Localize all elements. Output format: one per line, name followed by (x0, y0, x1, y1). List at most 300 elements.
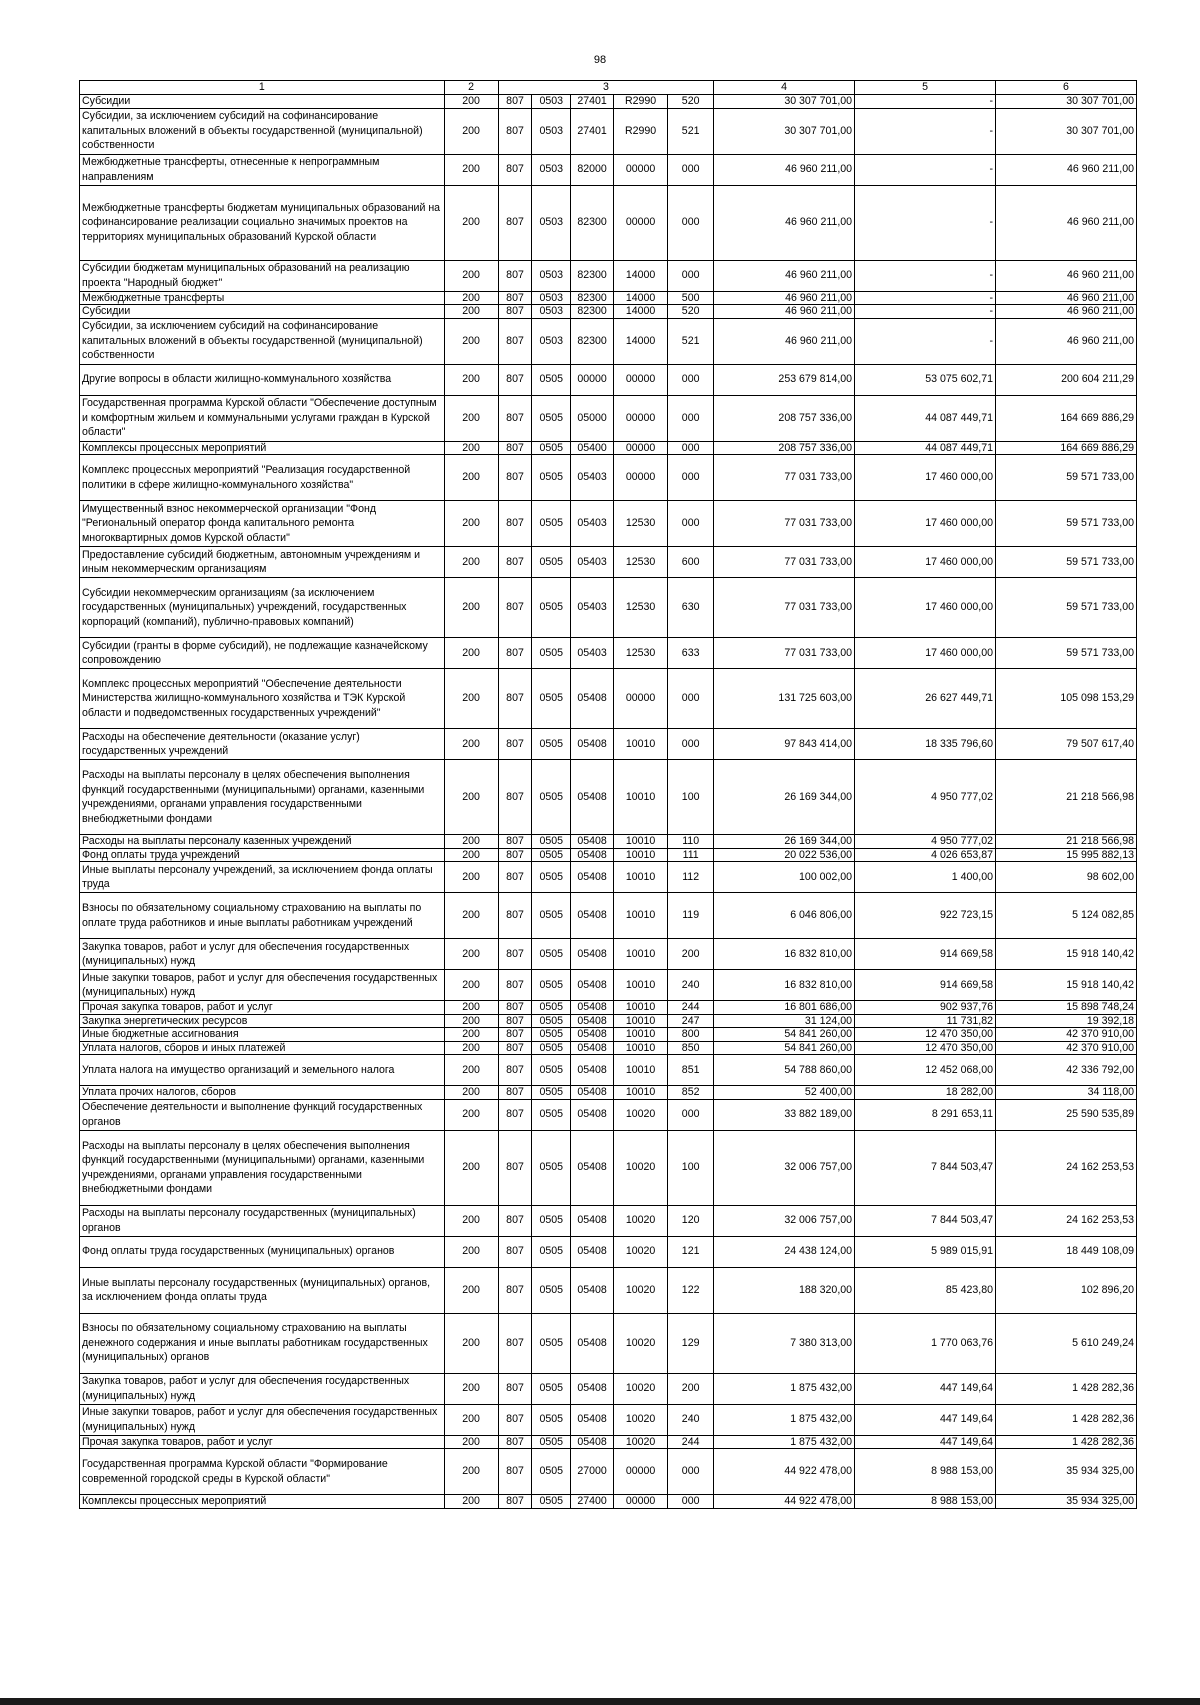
code-cell: 0505 (532, 1028, 571, 1042)
code-cell: 0505 (532, 1205, 571, 1236)
amount-cell: 20 022 536,00 (714, 848, 855, 862)
code-cell: 200 (444, 578, 498, 638)
amount-cell: 46 960 211,00 (995, 291, 1136, 305)
code-cell: 10020 (614, 1313, 668, 1373)
code-cell: 200 (444, 848, 498, 862)
code-cell: 807 (498, 1495, 532, 1509)
code-cell: 100 (668, 1130, 714, 1205)
code-cell: 05408 (571, 1041, 614, 1055)
code-cell: 200 (444, 1055, 498, 1086)
amount-cell: 17 460 000,00 (855, 578, 996, 638)
amount-cell: 164 669 886,29 (995, 441, 1136, 455)
amount-cell: 105 098 153,29 (995, 669, 1136, 729)
code-cell: 82300 (571, 260, 614, 291)
table-row (80, 638, 1137, 669)
code-cell: 12530 (614, 547, 668, 578)
code-cell: 807 (498, 260, 532, 291)
amount-cell: - (855, 185, 996, 260)
code-cell: 00000 (571, 364, 614, 395)
code-cell: 200 (444, 1014, 498, 1028)
amount-cell: 46 960 211,00 (714, 318, 855, 364)
amount-cell: 447 149,64 (855, 1404, 996, 1435)
code-cell: 000 (668, 1099, 714, 1130)
table-row (80, 939, 1137, 970)
row-name-cell: Фонд оплаты труда учреждений (80, 848, 445, 862)
amount-cell: 15 898 748,24 (995, 1001, 1136, 1015)
amount-cell: 25 590 535,89 (995, 1099, 1136, 1130)
code-cell: 200 (444, 1130, 498, 1205)
amount-cell: 1 428 282,36 (995, 1435, 1136, 1449)
table-row (80, 729, 1137, 760)
code-cell: 200 (444, 669, 498, 729)
row-name-cell: Государственная программа Курской области "Формирование современной городской среды в Курской области" (80, 1449, 445, 1495)
code-cell: 0505 (532, 939, 571, 970)
code-cell: 10010 (614, 893, 668, 939)
code-cell: 807 (498, 318, 532, 364)
code-cell: 0505 (532, 1055, 571, 1086)
code-cell: 200 (444, 501, 498, 547)
table-row (80, 455, 1137, 501)
amount-cell: 17 460 000,00 (855, 455, 996, 501)
code-cell: 0505 (532, 1404, 571, 1435)
amount-cell: 52 400,00 (714, 1086, 855, 1100)
code-cell: 10020 (614, 1130, 668, 1205)
code-cell: 200 (444, 1001, 498, 1015)
code-cell: 000 (668, 154, 714, 185)
code-cell: 14000 (614, 318, 668, 364)
amount-cell: 8 988 153,00 (855, 1449, 996, 1495)
code-cell: 807 (498, 848, 532, 862)
code-cell: 27401 (571, 95, 614, 109)
table-row (80, 848, 1137, 862)
code-cell: 807 (498, 1028, 532, 1042)
amount-cell: 5 124 082,85 (995, 893, 1136, 939)
table-row (80, 862, 1137, 893)
amount-cell: 12 452 068,00 (855, 1055, 996, 1086)
code-cell: 0505 (532, 455, 571, 501)
header-col-2: 2 (444, 81, 498, 95)
amount-cell: 922 723,15 (855, 893, 996, 939)
table-row (80, 1495, 1137, 1509)
code-cell: 0505 (532, 1267, 571, 1313)
row-name-cell: Закупка энергетических ресурсов (80, 1014, 445, 1028)
code-cell: 0505 (532, 669, 571, 729)
code-cell: 807 (498, 1055, 532, 1086)
code-cell: 807 (498, 185, 532, 260)
amount-cell: 85 423,80 (855, 1267, 996, 1313)
code-cell: 10010 (614, 1028, 668, 1042)
amount-cell: 54 841 260,00 (714, 1041, 855, 1055)
amount-cell: 30 307 701,00 (995, 95, 1136, 109)
code-cell: R2990 (614, 95, 668, 109)
code-cell: 00000 (614, 455, 668, 501)
page-number: 98 (593, 54, 607, 66)
amount-cell: 77 031 733,00 (714, 578, 855, 638)
code-cell: 05408 (571, 669, 614, 729)
amount-cell: 44 087 449,71 (855, 441, 996, 455)
code-cell: 05408 (571, 1055, 614, 1086)
amount-cell: 6 046 806,00 (714, 893, 855, 939)
amount-cell: 1 770 063,76 (855, 1313, 996, 1373)
code-cell: 82300 (571, 318, 614, 364)
code-cell: 200 (444, 1435, 498, 1449)
code-cell: 0505 (532, 848, 571, 862)
code-cell: 247 (668, 1014, 714, 1028)
code-cell: 000 (668, 260, 714, 291)
code-cell: 807 (498, 501, 532, 547)
table-row (80, 291, 1137, 305)
code-cell: 0505 (532, 638, 571, 669)
table-row (80, 1001, 1137, 1015)
code-cell: 05408 (571, 1205, 614, 1236)
amount-cell: 100 002,00 (714, 862, 855, 893)
row-name-cell: Другие вопросы в области жилищно-коммунального хозяйства (80, 364, 445, 395)
code-cell: 200 (444, 260, 498, 291)
amount-cell: 208 757 336,00 (714, 395, 855, 441)
code-cell: 244 (668, 1001, 714, 1015)
amount-cell: 16 801 686,00 (714, 1001, 855, 1015)
code-cell: 633 (668, 638, 714, 669)
code-cell: 05408 (571, 835, 614, 849)
table-row (80, 1404, 1137, 1435)
table-row (80, 95, 1137, 109)
code-cell: 807 (498, 729, 532, 760)
scan-bottom-edge (0, 1698, 1200, 1705)
code-cell: 807 (498, 1014, 532, 1028)
amount-cell: 59 571 733,00 (995, 638, 1136, 669)
code-cell: 119 (668, 893, 714, 939)
table-row (80, 970, 1137, 1001)
row-name-cell: Межбюджетные трансферты, отнесенные к непрограммным направлениям (80, 154, 445, 185)
code-cell: 05408 (571, 893, 614, 939)
code-cell: 807 (498, 1404, 532, 1435)
code-cell: 200 (444, 108, 498, 154)
row-name-cell: Расходы на выплаты персоналу в целях обеспечения выполнения функций государственными (муниципальными) органами, казенными учреждениями, органами управления государственными внебюджетными фондами (80, 1130, 445, 1205)
code-cell: 05408 (571, 862, 614, 893)
code-cell: 807 (498, 1099, 532, 1130)
code-cell: 0505 (532, 862, 571, 893)
code-cell: 82300 (571, 185, 614, 260)
code-cell: 0505 (532, 1495, 571, 1509)
code-cell: 807 (498, 395, 532, 441)
table-row (80, 260, 1137, 291)
code-cell: 82000 (571, 154, 614, 185)
amount-cell: - (855, 154, 996, 185)
code-cell: 200 (444, 185, 498, 260)
code-cell: 630 (668, 578, 714, 638)
code-cell: 0503 (532, 318, 571, 364)
amount-cell: 32 006 757,00 (714, 1130, 855, 1205)
code-cell: 000 (668, 501, 714, 547)
table-row (80, 1055, 1137, 1086)
amount-cell: 12 470 350,00 (855, 1041, 996, 1055)
code-cell: 200 (444, 547, 498, 578)
code-cell: 807 (498, 1373, 532, 1404)
table-row (80, 1435, 1137, 1449)
row-name-cell: Взносы по обязательному социальному страхованию на выплаты денежного содержания и иные выплаты работникам государственных (муниципальных) органов (80, 1313, 445, 1373)
code-cell: 05403 (571, 547, 614, 578)
code-cell: 10010 (614, 970, 668, 1001)
table-row (80, 1099, 1137, 1130)
code-cell: 05408 (571, 1099, 614, 1130)
amount-cell: 902 937,76 (855, 1001, 996, 1015)
code-cell: 500 (668, 291, 714, 305)
code-cell: 05403 (571, 578, 614, 638)
amount-cell: 24 438 124,00 (714, 1236, 855, 1267)
amount-cell: 77 031 733,00 (714, 501, 855, 547)
amount-cell: - (855, 260, 996, 291)
code-cell: 807 (498, 1236, 532, 1267)
header-col-3: 3 (498, 81, 713, 95)
code-cell: 200 (444, 1028, 498, 1042)
row-name-cell: Субсидии (гранты в форме субсидий), не подлежащие казначейскому сопровождению (80, 638, 445, 669)
code-cell: 807 (498, 638, 532, 669)
code-cell: 0505 (532, 1236, 571, 1267)
code-cell: 05408 (571, 970, 614, 1001)
code-cell: 0503 (532, 154, 571, 185)
code-cell: 00000 (614, 364, 668, 395)
code-cell: 0505 (532, 1130, 571, 1205)
amount-cell: 35 934 325,00 (995, 1449, 1136, 1495)
code-cell: 807 (498, 364, 532, 395)
amount-cell: 46 960 211,00 (995, 185, 1136, 260)
code-cell: 200 (444, 729, 498, 760)
amount-cell: 97 843 414,00 (714, 729, 855, 760)
table-row (80, 1205, 1137, 1236)
code-cell: 00000 (614, 441, 668, 455)
amount-cell: 19 392,18 (995, 1014, 1136, 1028)
amount-cell: 54 788 860,00 (714, 1055, 855, 1086)
code-cell: 121 (668, 1236, 714, 1267)
amount-cell: - (855, 318, 996, 364)
code-cell: 807 (498, 547, 532, 578)
amount-cell: 1 428 282,36 (995, 1404, 1136, 1435)
code-cell: 200 (444, 1205, 498, 1236)
amount-cell: 26 627 449,71 (855, 669, 996, 729)
amount-cell: 77 031 733,00 (714, 455, 855, 501)
code-cell: 200 (444, 1404, 498, 1435)
code-cell: 0505 (532, 1001, 571, 1015)
code-cell: 129 (668, 1313, 714, 1373)
amount-cell: 46 960 211,00 (995, 318, 1136, 364)
code-cell: 10010 (614, 862, 668, 893)
code-cell: 200 (444, 318, 498, 364)
amount-cell: 31 124,00 (714, 1014, 855, 1028)
code-cell: 05408 (571, 1130, 614, 1205)
code-cell: 807 (498, 1001, 532, 1015)
code-cell: 000 (668, 1449, 714, 1495)
table-row (80, 1449, 1137, 1495)
amount-cell: 1 400,00 (855, 862, 996, 893)
code-cell: 521 (668, 318, 714, 364)
header-col-6: 6 (995, 81, 1136, 95)
amount-cell: 46 960 211,00 (714, 305, 855, 319)
code-cell: 240 (668, 1404, 714, 1435)
code-cell: 0503 (532, 260, 571, 291)
amount-cell: 44 922 478,00 (714, 1495, 855, 1509)
code-cell: 807 (498, 1267, 532, 1313)
row-name-cell: Иные бюджетные ассигнования (80, 1028, 445, 1042)
code-cell: 200 (444, 441, 498, 455)
amount-cell: 4 026 653,87 (855, 848, 996, 862)
code-cell: 00000 (614, 1495, 668, 1509)
code-cell: 0505 (532, 1313, 571, 1373)
code-cell: 27401 (571, 108, 614, 154)
row-name-cell: Межбюджетные трансферты бюджетам муниципальных образований на софинансирование реализации социально значимых проектов на территориях муниципальных образований Курской области (80, 185, 445, 260)
amount-cell: 7 380 313,00 (714, 1313, 855, 1373)
amount-cell: 7 844 503,47 (855, 1205, 996, 1236)
amount-cell: 59 571 733,00 (995, 578, 1136, 638)
code-cell: 10020 (614, 1267, 668, 1313)
code-cell: 200 (444, 1099, 498, 1130)
row-name-cell: Прочая закупка товаров, работ и услуг (80, 1001, 445, 1015)
code-cell: 00000 (614, 1449, 668, 1495)
header-col-5: 5 (855, 81, 996, 95)
row-name-cell: Прочая закупка товаров, работ и услуг (80, 1435, 445, 1449)
table-row (80, 318, 1137, 364)
amount-cell: 188 320,00 (714, 1267, 855, 1313)
code-cell: 10020 (614, 1099, 668, 1130)
code-cell: 0503 (532, 305, 571, 319)
code-cell: 200 (444, 395, 498, 441)
amount-cell: 4 950 777,02 (855, 835, 996, 849)
code-cell: 0505 (532, 729, 571, 760)
code-cell: 807 (498, 305, 532, 319)
table-row (80, 395, 1137, 441)
table-row (80, 1028, 1137, 1042)
amount-cell: 59 571 733,00 (995, 455, 1136, 501)
code-cell: 00000 (614, 395, 668, 441)
amount-cell: 46 960 211,00 (995, 305, 1136, 319)
code-cell: 807 (498, 1435, 532, 1449)
amount-cell: 46 960 211,00 (995, 154, 1136, 185)
amount-cell: - (855, 291, 996, 305)
amount-cell: 42 336 792,00 (995, 1055, 1136, 1086)
code-cell: 000 (668, 729, 714, 760)
code-cell: 05408 (571, 848, 614, 862)
row-name-cell: Закупка товаров, работ и услуг для обеспечения государственных (муниципальных) нужд (80, 939, 445, 970)
amount-cell: 77 031 733,00 (714, 638, 855, 669)
code-cell: 27000 (571, 1449, 614, 1495)
table-row (80, 364, 1137, 395)
row-name-cell: Иные закупки товаров, работ и услуг для обеспечения государственных (муниципальных) нужд (80, 1404, 445, 1435)
amount-cell: 26 169 344,00 (714, 760, 855, 835)
code-cell: 14000 (614, 291, 668, 305)
header-col-1: 1 (80, 81, 445, 95)
amount-cell: 131 725 603,00 (714, 669, 855, 729)
row-name-cell: Уплата налогов, сборов и иных платежей (80, 1041, 445, 1055)
amount-cell: 5 989 015,91 (855, 1236, 996, 1267)
code-cell: 10010 (614, 1055, 668, 1086)
code-cell: 200 (444, 291, 498, 305)
code-cell: 05408 (571, 1267, 614, 1313)
code-cell: 14000 (614, 305, 668, 319)
amount-cell: 35 934 325,00 (995, 1495, 1136, 1509)
row-name-cell: Закупка товаров, работ и услуг для обеспечения государственных (муниципальных) нужд (80, 1373, 445, 1404)
code-cell: 200 (444, 1086, 498, 1100)
amount-cell: 98 602,00 (995, 862, 1136, 893)
row-name-cell: Взносы по обязательному социальному страхованию на выплаты по оплате труда работников и иные выплаты работникам учреждений (80, 893, 445, 939)
code-cell: 000 (668, 1495, 714, 1509)
code-cell: 200 (444, 1041, 498, 1055)
code-cell: 200 (444, 1373, 498, 1404)
code-cell: 12530 (614, 578, 668, 638)
code-cell: 807 (498, 578, 532, 638)
code-cell: 122 (668, 1267, 714, 1313)
amount-cell: 4 950 777,02 (855, 760, 996, 835)
code-cell: 10010 (614, 835, 668, 849)
amount-cell: 30 307 701,00 (714, 108, 855, 154)
code-cell: 807 (498, 669, 532, 729)
amount-cell: 17 460 000,00 (855, 501, 996, 547)
table-row (80, 1014, 1137, 1028)
code-cell: 10010 (614, 1041, 668, 1055)
code-cell: 807 (498, 760, 532, 835)
amount-cell: 914 669,58 (855, 970, 996, 1001)
amount-cell: 30 307 701,00 (714, 95, 855, 109)
row-name-cell: Иные закупки товаров, работ и услуг для обеспечения государственных (муниципальных) нужд (80, 970, 445, 1001)
amount-cell: 53 075 602,71 (855, 364, 996, 395)
code-cell: 100 (668, 760, 714, 835)
code-cell: 200 (444, 364, 498, 395)
code-cell: 05408 (571, 1086, 614, 1100)
header-row (80, 81, 1137, 95)
code-cell: 200 (444, 1236, 498, 1267)
code-cell: 0505 (532, 1041, 571, 1055)
code-cell: 200 (444, 1449, 498, 1495)
table-row (80, 669, 1137, 729)
table-row (80, 893, 1137, 939)
amount-cell: 447 149,64 (855, 1373, 996, 1404)
code-cell: 0503 (532, 108, 571, 154)
table-row (80, 1130, 1137, 1205)
amount-cell: 24 162 253,53 (995, 1205, 1136, 1236)
code-cell: 05408 (571, 1404, 614, 1435)
code-cell: 0503 (532, 95, 571, 109)
row-name-cell: Расходы на выплаты персоналу государственных (муниципальных) органов (80, 1205, 445, 1236)
code-cell: 10010 (614, 760, 668, 835)
code-cell: 0503 (532, 291, 571, 305)
amount-cell: 59 571 733,00 (995, 547, 1136, 578)
code-cell: 000 (668, 441, 714, 455)
code-cell: 05408 (571, 939, 614, 970)
code-cell: 244 (668, 1435, 714, 1449)
amount-cell: 102 896,20 (995, 1267, 1136, 1313)
table-row (80, 1373, 1137, 1404)
row-name-cell: Субсидии бюджетам муниципальных образований на реализацию проекта "Народный бюджет" (80, 260, 445, 291)
code-cell: 200 (444, 305, 498, 319)
code-cell: 807 (498, 455, 532, 501)
row-name-cell: Комплекс процессных мероприятий "Обеспечение деятельности Министерства жилищно-коммунального хозяйства и ТЭК Курской области и подведомственных государственных учреждений" (80, 669, 445, 729)
code-cell: 82300 (571, 305, 614, 319)
code-cell: 120 (668, 1205, 714, 1236)
amount-cell: 17 460 000,00 (855, 547, 996, 578)
amount-cell: 8 988 153,00 (855, 1495, 996, 1509)
code-cell: 05000 (571, 395, 614, 441)
amount-cell: 18 282,00 (855, 1086, 996, 1100)
amount-cell: 11 731,82 (855, 1014, 996, 1028)
row-name-cell: Предоставление субсидий бюджетным, автономным учреждениям и иным некоммерческим организациям (80, 547, 445, 578)
amount-cell: 77 031 733,00 (714, 547, 855, 578)
code-cell: 200 (444, 95, 498, 109)
amount-cell: 26 169 344,00 (714, 835, 855, 849)
amount-cell: 46 960 211,00 (714, 185, 855, 260)
table-row (80, 1313, 1137, 1373)
row-name-cell: Иные выплаты персоналу государственных (муниципальных) органов, за исключением фонда оплаты труда (80, 1267, 445, 1313)
code-cell: 200 (444, 939, 498, 970)
code-cell: 807 (498, 862, 532, 893)
code-cell: 520 (668, 95, 714, 109)
